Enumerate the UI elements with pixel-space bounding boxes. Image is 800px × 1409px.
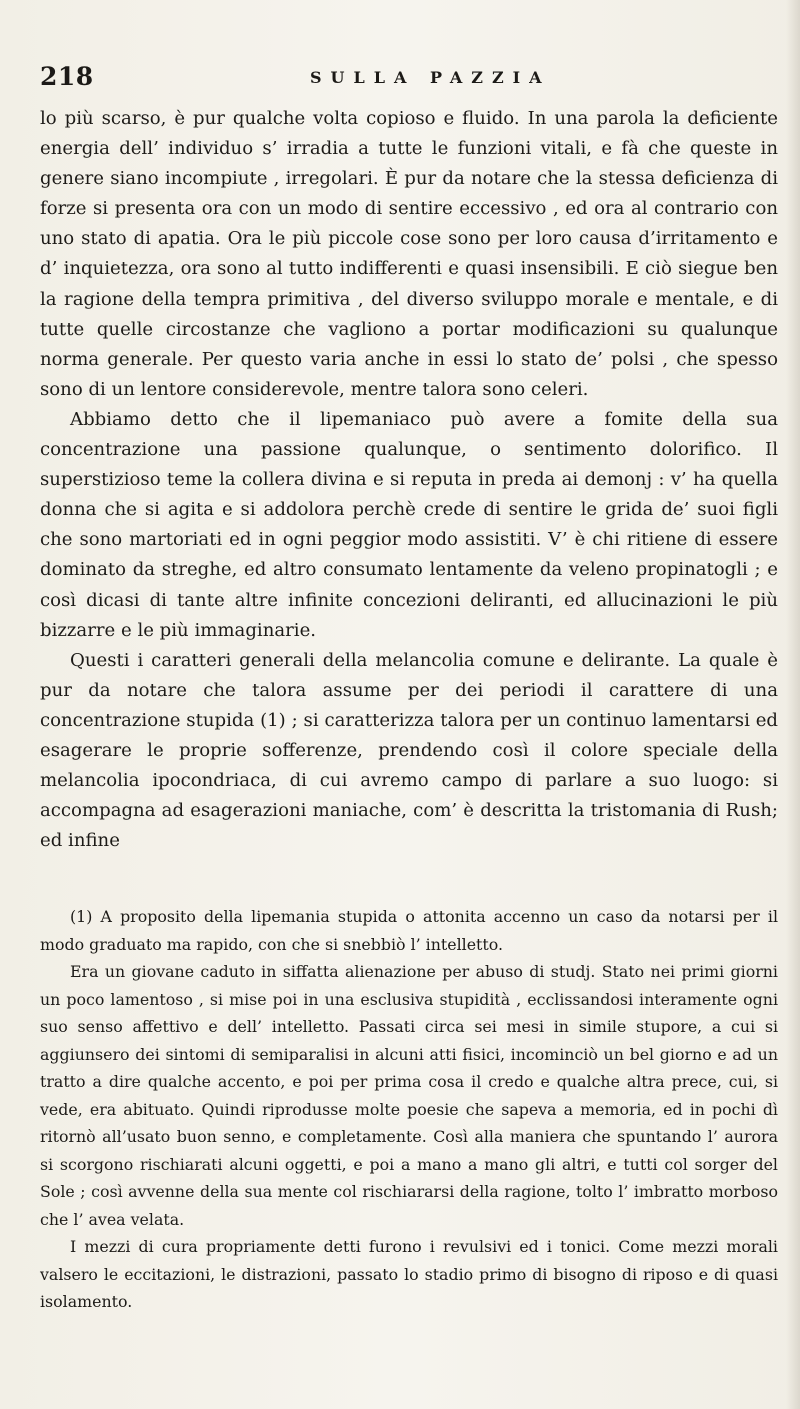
running-head: SULLA PAZZIA xyxy=(310,68,551,87)
paragraph: Questi i caratteri generali della melancolia comune e delirante. La quale è pur da notare che talora assume per dei periodi il carattere di una concentrazione stupida (1) ; si caratterizza talora per un continuo lamentarsi ed esagerare le proprie sofferenze, prendendo così il colore speciale della melancolia ipocondriaca, di cui avremo campo di parlare a suo luogo: si accompagna ad esagerazioni maniache, com’ è descritta la tristomania di Rush; ed infine xyxy=(40,649,778,852)
page-header xyxy=(40,62,780,98)
footnote-paragraph: (1) A proposito della lipemania stupida o attonita accenno un caso da notarsi per il modo graduato ma rapido, con che si snebbiò l’ intelletto. xyxy=(40,907,778,954)
footnote-paragraph: Era un giovane caduto in siffatta alienazione per abuso di studj. Stato nei primi giorni un poco lamentoso , si mise poi in una esclusiva stupidità , ecclissandosi interamente ogni suo senso affettivo e dell’ intelletto. Passati circa sei mesi in simile stupore, a cui si aggiunsero dei sintomi di semiparalisi in alcuni atti fisici, incominciò un bel giorno e ad un tratto a dire qualche accento, e poi per prima cosa il credo e qualche altra prece, cui, si vede, era abituato. Quindi riprodusse molte poesie che sapeva a memoria, ed in pochi dì ritornò all’usato buon senno, e completamente. Così alla maniera che spuntando l’ aurora si scorgono rischiarati alcuni oggetti, e poi a mano a mano gli altri, e tutti col sorger del Sole ; così avvenne della sua mente col rischiararsi della ragione, tolto l’ imbratto morboso che l’ avea velata. xyxy=(40,962,778,1229)
footnotes xyxy=(40,903,778,1316)
page-edge-shadow xyxy=(786,0,800,1409)
main-text xyxy=(40,104,778,856)
page-number: 218 xyxy=(40,62,94,91)
paragraph: lo più scarso, è pur qualche volta copioso e fluido. In una parola la deficiente energia dell’ individuo s’ irradia a tutte le funzioni vitali, e fà che queste in genere siano incompiute , irregolari. È pur da notare che la stessa deficienza di forze si presenta ora con un modo di sentire eccessivo , ed ora al contrario con uno stato di apatia. Ora le più piccole cose sono per loro causa d’irritamento e d’ inquietezza, ora sono al tutto indifferenti e quasi insensibili. E ciò siegue ben la ragione della tempra primitiva , del diverso sviluppo morale e mentale, e di tutte quelle circostanze che vagliono a portar modificazioni su qualunque norma generale. Per questo varia anche in essi lo stato de’ polsi , che spesso sono di un lentore considerevole, mentre talora sono celeri. xyxy=(40,108,778,400)
paragraph: Abbiamo detto che il lipemaniaco può avere a fomite della sua concentrazione una passione qualunque, o sentimento dolorifico. Il superstizioso teme la collera divina e si reputa in preda ai demonj : v’ ha quella donna che si agita e si addolora perchè crede di sentire le grida de’ suoi figli che sono martoriati ed in ogni peggior modo assistiti. V’ è chi ritiene di essere dominato da streghe, ed altro consumato lentamente da veleno propinatogli ; e così dicasi di tante altre infinite concezioni deliranti, ed allucinazioni le più bizzarre e le più immaginarie. xyxy=(40,408,778,641)
footnote-paragraph: I mezzi di cura propriamente detti furono i revulsivi ed i tonici. Come mezzi morali valsero le eccitazioni, le distrazioni, passato lo stadio primo di bisogno di riposo e di quasi isolamento. xyxy=(40,1237,778,1311)
